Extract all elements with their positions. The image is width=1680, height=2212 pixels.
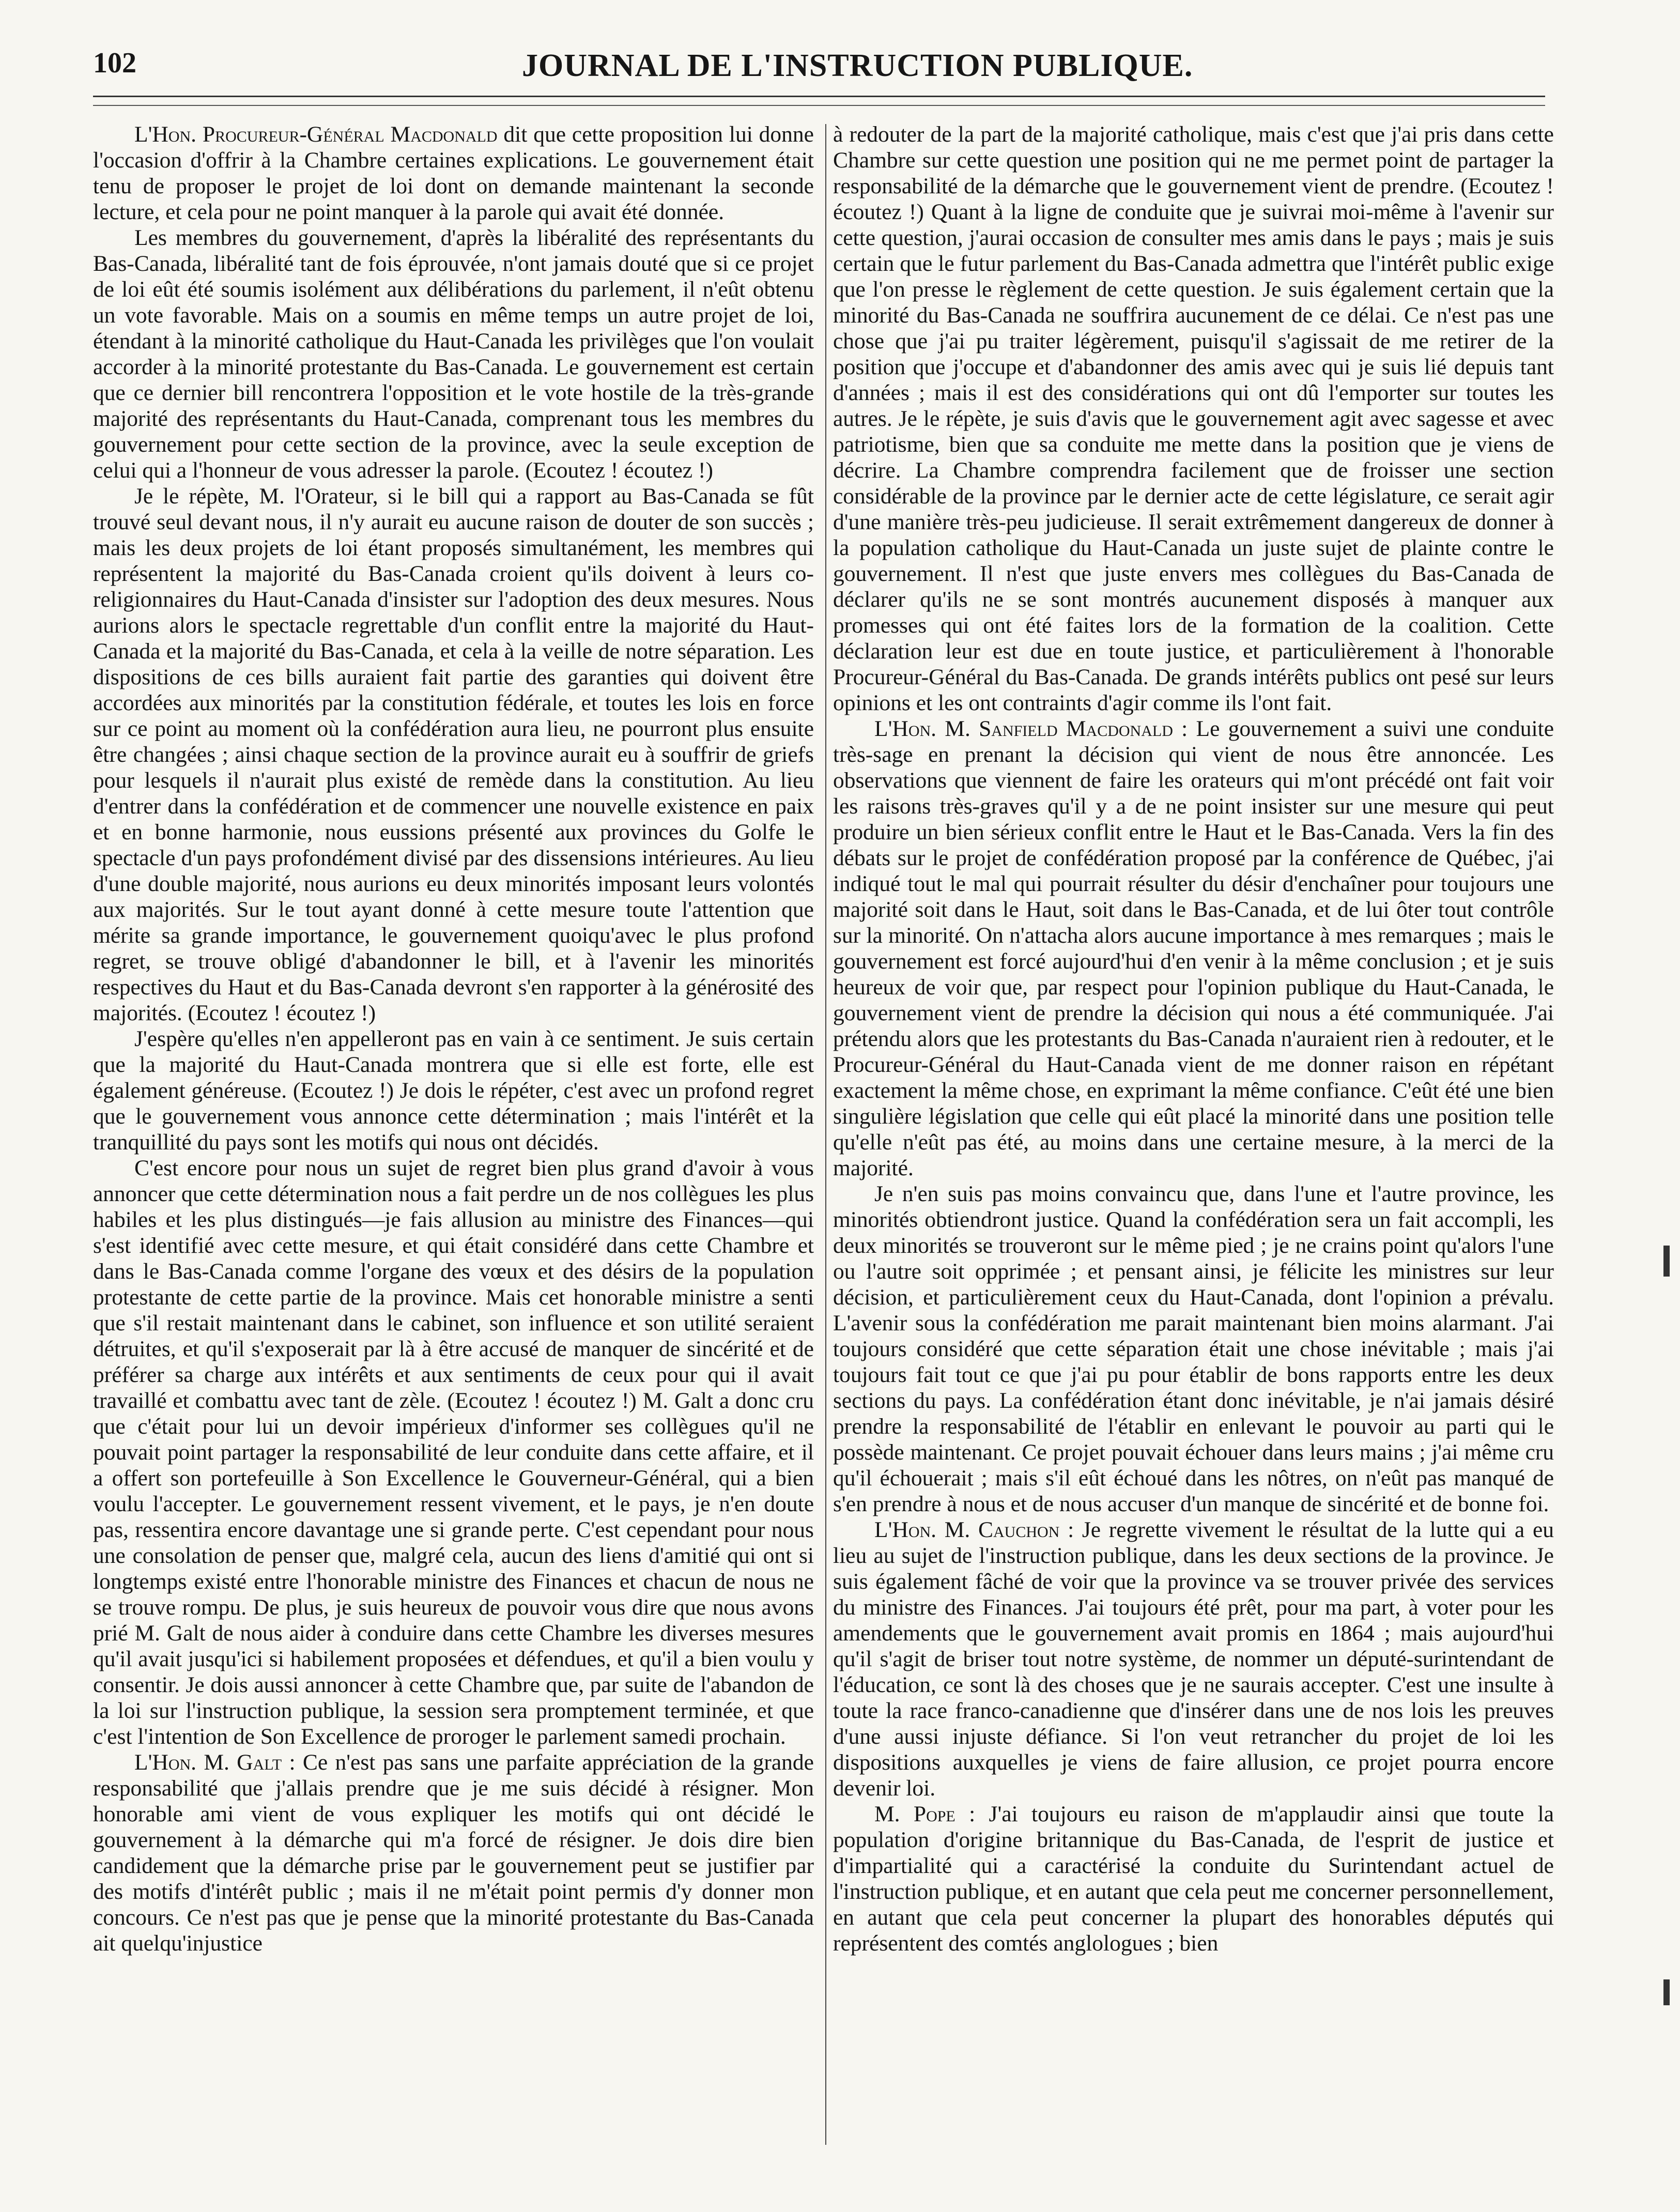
paragraph bbox=[833, 1181, 1554, 1517]
header-rule-secondary bbox=[93, 105, 1545, 106]
paragraph bbox=[833, 1517, 1554, 1801]
right-column bbox=[833, 121, 1554, 2153]
paragraph bbox=[93, 1749, 814, 1956]
paragraph-text: : Le gouvernement a suivi une conduite très-sage en prenant la décision qui vient de nous être annoncée. Les observations que viennent de faire les orateurs qui m'ont précédé ont fait voir les raisons très-graves qu'il y a de ne point insister sur une mesure qui peut produire un bien sérieux conflit entre le Haut et le Bas-Canada. Vers la fin des débats sur le projet de confédération proposé par la conférence de Québec, j'ai indiqué tout le mal qui pourrait résulter du désir d'enchaîner pour toujours une majorité soit dans le Haut, soit dans le Bas-Canada, et de lui ôter tout contrôle sur la minorité. On n'attacha alors aucune importance à mes remarques ; mais le gouvernement est forcé aujourd'hui d'en venir à la même conclusion ; et je suis heureux de voir que, par respect pour l'opinion publique du Haut-Canada, le gouvernement vient de prendre la décision qui nous a été communiquée. J'ai prétendu alors que les protestants du Bas-Canada n'auraient rien à redouter, et le Procureur-Général du Haut-Canada vient de me donner raison en répétant exactement la même chose, en exprimant la même confiance. C'eût été une bien singulière législation que celle qui eût placé la minorité dans une position telle qu'elle n'eût pas été, au moins dans une certaine mesure, à la merci de la majorité. bbox=[833, 716, 1554, 1180]
paragraph bbox=[93, 1155, 814, 1749]
margin-mark bbox=[1663, 1246, 1670, 1277]
paragraph bbox=[833, 716, 1554, 1181]
paragraph-text: à redouter de la part de la majorité catholique, mais c'est que j'ai pris dans cette Chambre sur cette question une position qui ne me permet point de partager la responsabilité de la démarche que le gouvernement vient de prendre. (Ecoutez ! écoutez !) Quant à la ligne de conduite que je suivrai moi-même à l'avenir sur cette question, j'aurai occasion de consulter mes amis dans le pays ; mais je suis certain que le futur parlement du Bas-Canada admettra que l'intérêt public exige que l'on presse le règlement de cette question. Je suis également certain que la minorité du Bas-Canada ne souffrira aucunement de ce délai. Ce n'est pas une chose que j'ai pu traiter légèrement, puisqu'il s'agissait de me retirer de la position que j'occupe et d'abandonner des amis avec qui je suis lié depuis tant d'années ; mais il est des considérations qui ont dû l'emporter sur toutes les autres. Je le répète, je suis d'avis que le gouvernement agit avec sagesse et avec patriotisme, bien que sa conduite me mette dans la position que je viens de décrire. La Chambre comprendra facilement que de froisser une section considérable de la province par le dernier acte de cette législature, ce serait agir d'une manière très-peu judicieuse. Il serait extrêmement dangereux de donner à la population catholique du Haut-Canada un juste sujet de plainte contre le gouvernement. Il n'est que juste envers mes collègues du Bas-Canada de déclarer qu'ils ne se sont montrés aucunement disposés à manquer aux promesses qui ont été faites lors de la formation de la coalition. Cette déclaration leur est due en toute justice, et particulièrement à l'honorable Procureur-Général du Bas-Canada. De grands intérêts publics ont pesé sur leurs opinions et les ont contraints d'agir comme ils l'ont fait. bbox=[833, 122, 1554, 715]
journal-title: JOURNAL DE L'INSTRUCTION PUBLIQUE. bbox=[522, 48, 1193, 83]
speaker-name: L'Hon. M. Sanfield Macdonald bbox=[874, 716, 1173, 741]
paragraph bbox=[93, 121, 814, 225]
paragraph bbox=[93, 483, 814, 1026]
paragraph-text: dit que cette proposition lui donne l'occasion d'offrir à la Chambre certaines explications. Le gouvernement était tenu de proposer le projet de loi dont on demande maintenant la seconde lecture, et cela pour ne point manquer à la parole qui avait été donnée. bbox=[93, 122, 814, 224]
speaker-name: M. Pope bbox=[874, 1802, 955, 1826]
left-column bbox=[93, 121, 814, 2153]
header-rule bbox=[93, 96, 1545, 97]
speaker-name: L'Hon. Procureur-Général Macdonald bbox=[134, 122, 498, 147]
paragraph bbox=[93, 225, 814, 483]
speaker-name: L'Hon. M. Galt bbox=[134, 1750, 282, 1775]
paragraph-text: J'espère qu'elles n'en appelleront pas en vain à ce sentiment. Je suis certain que la majorité du Haut-Canada montrera que si elle est forte, elle est également généreuse. (Ecoutez !) Je dois le répéter, c'est avec un profond regret que le gouvernement vous annonce cette détermination ; mais l'intérêt et la tranquillité du pays sont les motifs qui nous ont décidés. bbox=[93, 1026, 814, 1155]
paragraph-text: Je n'en suis pas moins convaincu que, dans l'une et l'autre province, les minorités obtiendront justice. Quand la confédération sera un fait accompli, les deux minorités se trouveront sur le même pied ; je ne crains point qu'alors l'une ou l'autre soit opprimée ; et pensant ainsi, je félicite les ministres sur leur décision, et particulièrement ceux du Haut-Canada, dont l'opinion a prévalu. L'avenir sous la confédération me parait maintenant bien moins alarmant. J'ai toujours considéré que cette séparation était une chose inévitable ; mais j'ai toujours fait tout ce que j'ai pu pour établir de bons rapports entre les deux sections du pays. La confédération étant donc inévitable, je n'ai jamais désiré prendre la responsabilité de l'établir en enlevant le pouvoir au parti qui le possède maintenant. Ce projet pouvait échouer dans leurs mains ; j'ai même cru qu'il échouerait ; mais s'il eût échoué dans les nôtres, on n'eût pas manqué de s'en prendre à nous et de nous accuser d'un manque de sincérité et de bonne foi. bbox=[833, 1181, 1554, 1516]
speaker-name: L'Hon. M. Cauchon bbox=[874, 1517, 1060, 1542]
paragraph-text: Je le répète, M. l'Orateur, si le bill qui a rapport au Bas-Canada se fût trouvé seul devant nous, il n'y aurait eu aucune raison de douter de son succès ; mais les deux projets de loi étant proposés simultanément, les membres qui représentent la majorité du Bas-Canada croient qu'ils doivent à leurs co-religionnaires du Haut-Canada d'insister sur l'adoption des deux mesures. Nous aurions alors le spectacle regrettable d'un conflit entre la majorité du Haut-Canada et la majorité du Bas-Canada, et cela à la veille de notre séparation. Les dispositions de ces bills auraient fait partie des garanties qui doivent être accordées aux minorités par la constitution fédérale, et toutes les lois en force sur ce point au moment où la confédération aura lieu, ne pourront plus ensuite être changées ; ainsi chaque section de la province aurait eu à souffrir de griefs pour lesquels il n'aurait plus existé de remède dans la constitution. Au lieu d'entrer dans la confédération et de commencer une nouvelle existence en paix et en bonne harmonie, nous eussions présenté aux provinces du Golfe le spectacle d'un pays profondément divisé par des dissensions intérieures. Au lieu d'une double majorité, nous aurions eu deux minorités imposant leurs volontés aux majorités. Sur le tout ayant donné à cette mesure toute l'attention que mérite sa grande importance, le gouvernement quoiqu'avec le plus profond regret, se trouve obligé d'abandonner le bill, et à l'avenir les minorités respectives du Haut et du Bas-Canada devront s'en rapporter à la générosité des majorités. (Ecoutez ! écoutez !) bbox=[93, 484, 814, 1025]
paragraph-text: : J'ai toujours eu raison de m'applaudir ainsi que toute la population d'origine britannique du Bas-Canada, de l'esprit de justice et d'impartialité qui a caractérisé la conduite du Surintendant actuel de l'instruction publique, et en autant que cela peut me concerner personnellement, en autant que cela peut concerner la plupart des honorables députés qui représentent des comtés anglologues ; bien bbox=[833, 1802, 1554, 1956]
paragraph-text: : Je regrette vivement le résultat de la lutte qui a eu lieu au sujet de l'instruction publique, dans les deux sections de la province. Je suis également fâché de voir que la province va se trouver privée des services du ministre des Finances. J'ai toujours été prêt, pour ma part, à voter pour les amendements que le gouvernement avait promis en 1864 ; mais aujourd'hui qu'il s'agit de briser tout notre système, de nommer un député-surintendant de l'éducation, ce sont là des choses que je ne saurais accepter. C'est une insulte à toute la race franco-canadienne que d'insérer dans une de nos lois les preuves d'une aussi injuste défiance. Si l'on veut retrancher du projet de loi les dispositions auxquelles je viens de faire allusion, ce projet pourra encore devenir loi. bbox=[833, 1517, 1554, 1801]
paragraph-text: C'est encore pour nous un sujet de regret bien plus grand d'avoir à vous annoncer que cette détermination nous a fait perdre un de nos collègues les plus habiles et les plus distingués—je fais allusion au ministre des Finances—qui s'est identifié avec cette mesure, et qui était considéré dans cette Chambre et dans le Bas-Canada comme l'organe des vœux et des désirs de la population protestante de cette partie de la province. Mais cet honorable ministre a senti que s'il restait maintenant dans le cabinet, son influence et son utilité seraient détruites, et qu'il s'exposerait par là à être accusé de manquer de sincérité et de préférer sa charge aux intérêts et aux sentiments de ceux pour qui il avait travaillé et combattu avec tant de zèle. (Ecoutez ! écoutez !) M. Galt a donc cru que c'était pour lui un devoir impérieux d'informer ses collègues qu'il ne pouvait point partager la responsabilité de leur conduite dans cette affaire, et il a offert son portefeuille à Son Excellence le Gouverneur-Général, qui a bien voulu l'accepter. Le gouvernement ressent vivement, et le pays, je n'en doute pas, ressentira encore davantage une si grande perte. C'est cependant pour nous une consolation de penser que, malgré cela, aucun des liens d'amitié qui ont si longtemps existé entre l'honorable ministre des Finances et chacun de nous ne se trouve rompu. De plus, je suis heureux de pouvoir vous dire que nous avons prié M. Galt de nous aider à conduire dans cette Chambre les diverses mesures qu'il avait jusqu'ici si habilement proposées et défendues, et qu'il a bien voulu y consentir. Je dois aussi annoncer à cette Chambre que, par suite de l'abandon de la loi sur l'instruction publique, la session sera promptement terminée, et que c'est l'intention de Son Excellence de proroger le parlement samedi prochain. bbox=[93, 1156, 814, 1749]
margin-mark bbox=[1663, 1979, 1670, 2005]
paragraph bbox=[833, 1801, 1554, 1956]
paragraph-text: : Ce n'est pas sans une parfaite appréciation de la grande responsabilité que j'allais prendre que je me suis décidé à résigner. Mon honorable ami vient de vous expliquer les motifs qui ont décidé le gouvernement à la démarche qui m'a forcé de résigner. Je dois dire bien candidement que la démarche prise par le gouvernement peut se justifier par des motifs d'intérêt public ; mais il ne m'était point permis d'y donner mon concours. Ce n'est pas que je pense que la minorité protestante du Bas-Canada ait quelqu'injustice bbox=[93, 1750, 814, 1956]
paragraph bbox=[93, 1026, 814, 1155]
page-number: 102 bbox=[93, 47, 136, 79]
column-divider bbox=[825, 124, 826, 2145]
paragraph-text: Les membres du gouvernement, d'après la libéralité des représentants du Bas-Canada, libéralité tant de fois éprouvée, n'ont jamais douté que si ce projet de loi eût été soumis isolément aux délibérations du parlement, il n'eût obtenu un vote favorable. Mais on a soumis en même temps un autre projet de loi, étendant à la minorité catholique du Haut-Canada les privilèges que l'on voulait accorder à la minorité protestante du Bas-Canada. Le gouvernement est certain que ce dernier bill rencontrera l'opposition et le vote hostile de la très-grande majorité des représentants du Haut-Canada, comprenant tous les membres du gouvernement pour cette section de la province, avec la seule exception de celui qui a l'honneur de vous adresser la parole. (Ecoutez ! écoutez !) bbox=[93, 225, 814, 483]
paragraph bbox=[833, 121, 1554, 716]
